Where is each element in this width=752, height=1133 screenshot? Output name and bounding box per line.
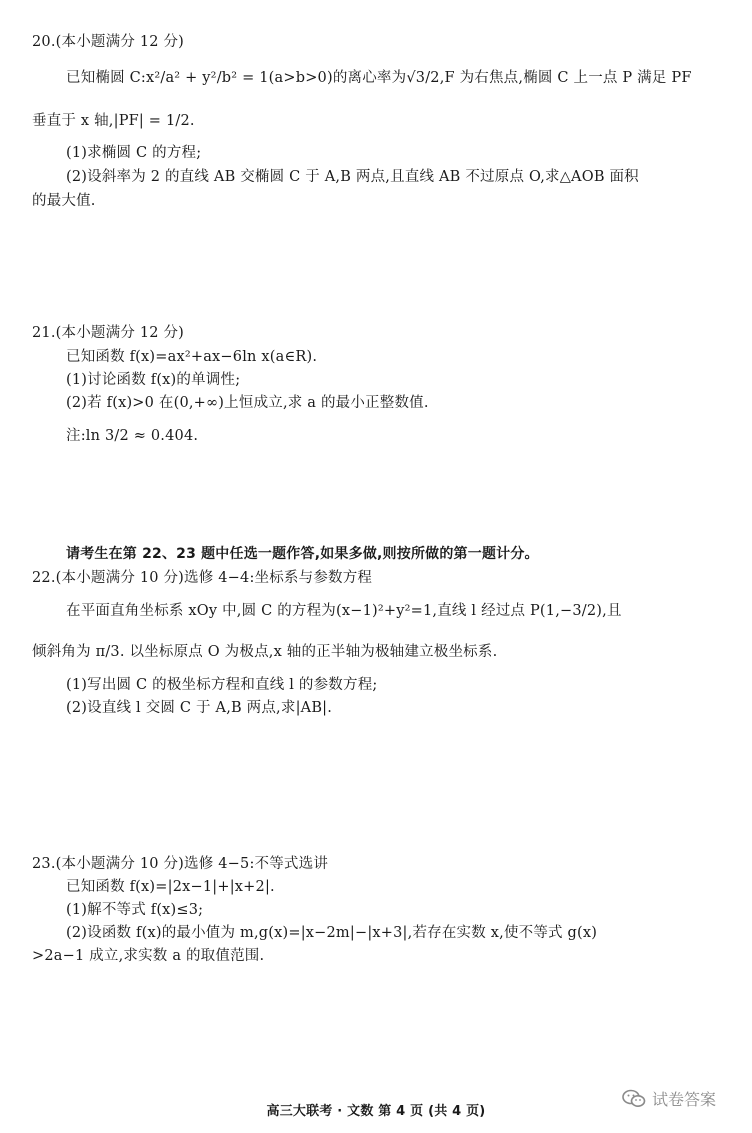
- q23-part-1: (1)解不等式 f(x)≤3;: [66, 902, 204, 918]
- q20-text-2: 垂直于 x 轴,|PF| = 1/2.: [32, 113, 195, 129]
- q21-note: 注:ln 3/2 ≈ 0.404.: [66, 428, 199, 444]
- selection-notice: 请考生在第 22、23 题中任选一题作答,如果多做,则按所做的第一题计分。: [66, 546, 539, 562]
- q21-part-1: (1)讨论函数 f(x)的单调性;: [66, 372, 241, 388]
- q21-part-2: (2)若 f(x)>0 在(0,+∞)上恒成立,求 a 的最小正整数值.: [66, 395, 429, 411]
- q21-header: 21.(本小题满分 12 分): [32, 325, 185, 341]
- q20-part-1: (1)求椭圆 C 的方程;: [66, 145, 202, 161]
- q22-header: 22.(本小题满分 10 分)选修 4−4:坐标系与参数方程: [32, 570, 373, 586]
- q21-text-1: 已知函数 f(x)=ax²+ax−6ln x(a∈R).: [66, 349, 318, 365]
- q23-part-2-cont: >2a−1 成立,求实数 a 的取值范围.: [32, 948, 265, 964]
- q22-text-1: 在平面直角坐标系 xOy 中,圆 C 的方程为(x−1)²+y²=1,直线 l 经过点 P(1,−3/2),且: [66, 603, 622, 619]
- watermark: [622, 1087, 716, 1110]
- wechat-icon: [622, 1089, 646, 1109]
- page-footer: 高三大联考 · 文数 第 4 页 (共 4 页): [266, 1104, 486, 1119]
- q23-part-2: (2)设函数 f(x)的最小值为 m,g(x)=|x−2m|−|x+3|,若存在实数 x,使不等式 g(x): [66, 925, 598, 941]
- q20-part-2: (2)设斜率为 2 的直线 AB 交椭圆 C 于 A,B 两点,且直线 AB 不过原点 O,求△AOB 面积: [66, 169, 639, 185]
- q20-header: 20.(本小题满分 12 分): [32, 34, 185, 50]
- q23-header: 23.(本小题满分 10 分)选修 4−5:不等式选讲: [32, 856, 329, 872]
- q23-text-1: 已知函数 f(x)=|2x−1|+|x+2|.: [66, 879, 275, 895]
- q22-text-2: 倾斜角为 π/3. 以坐标原点 O 为极点,x 轴的正半轴为极轴建立极坐标系.: [32, 644, 498, 660]
- watermark-text: 试卷答案: [652, 1090, 717, 1109]
- q20-text-1: 已知椭圆 C:x²/a² + y²/b² = 1(a>b>0)的离心率为√3/2,F 为右焦点,椭圆 C 上一点 P 满足 PF: [66, 70, 692, 86]
- q22-part-1: (1)写出圆 C 的极坐标方程和直线 l 的参数方程;: [66, 677, 378, 693]
- q20-part-2-cont: 的最大值.: [32, 193, 96, 209]
- q22-part-2: (2)设直线 l 交圆 C 于 A,B 两点,求|AB|.: [66, 700, 333, 716]
